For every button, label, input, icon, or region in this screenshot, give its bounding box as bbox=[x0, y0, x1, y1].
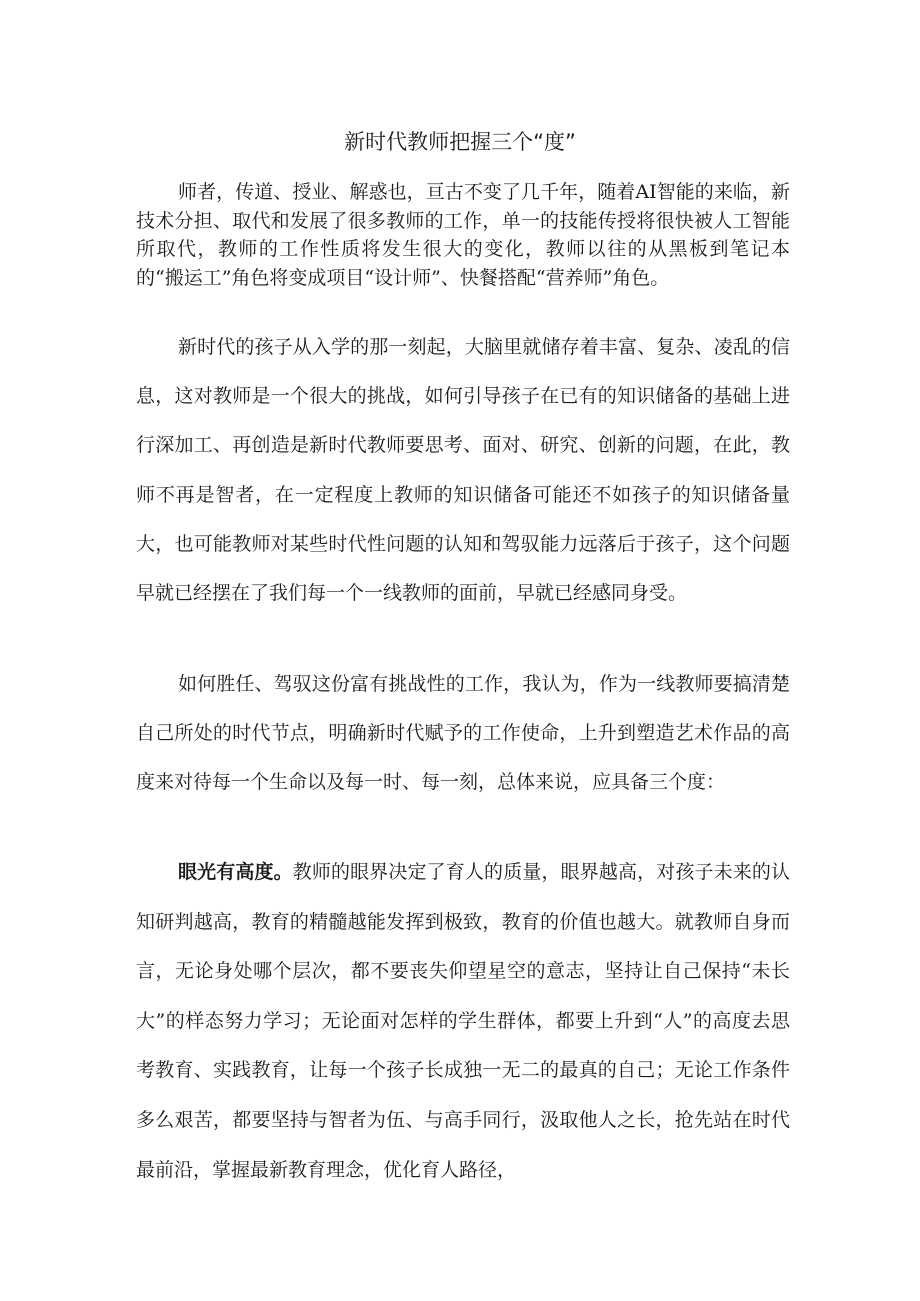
paragraph-three-degrees: 如何胜任、驾驭这份富有挑战性的工作，我认为，作为一线教师要搞清楚自己所处的时代节点，明确新时代赋予的工作使命，上升到塑造艺术作品的高度来对待每一个生命以及每一时、每一刻，总体来说，应具备三个度： bbox=[136, 673, 790, 794]
section-body-vision: 教师的眼界决定了育人的质量，眼界越高，对孩子未来的认知研判越高，教育的精髓越能发挥到极致，教育的价值也越大。就教师自身而言，无论身处哪个层次，都不要丧失仰望星空的意志，坚持让自己保持“未长大”的样态努力学习；无论面对怎样的学生群体，都要上升到“人”的高度去思考教育、实践教育，让每一个孩子长成独一无二的最真的自己；无论工作条件多么艰苦，都要坚持与智者为伍、与高手同行，汲取他人之长，抢先站在时代最前沿，掌握最新教育理念，优化育人路径， bbox=[136, 861, 790, 1181]
paragraph-challenge: 新时代的孩子从入学的那一刻起，大脑里就储存着丰富、复杂、凌乱的信息，这对教师是一个很大的挑战，如何引导孩子在已有的知识储备的基础上进行深加工、再创造是新时代教师要思考、面对、研究、创新的问题，在此，教师不再是智者，在一定程度上教师的知识储备可能还不如孩子的知识储备量大，也可能教师对某些时代性问题的认知和驾驭能力远落后于孩子，这个问题早就已经摆在了我们每一个一线教师的面前，早就已经感同身受。 bbox=[136, 336, 790, 605]
paragraph-intro: 师者，传道、授业、解惑也，亘古不变了几千年，随着AI智能的来临，新技术分担、取代和发展了很多教师的工作，单一的技能传授将很快被人工智能所取代，教师的工作性质将发生很大的变化，教师以往的从黑板到笔记本的“搬运工”角色将变成项目“设计师”、快餐搭配“营养师”角色。 bbox=[136, 181, 790, 289]
section-heading-vision: 眼光有高度。 bbox=[178, 861, 293, 883]
paragraph-vision-height bbox=[136, 848, 790, 1195]
document-title: 新时代教师把握三个“度” bbox=[344, 130, 576, 154]
